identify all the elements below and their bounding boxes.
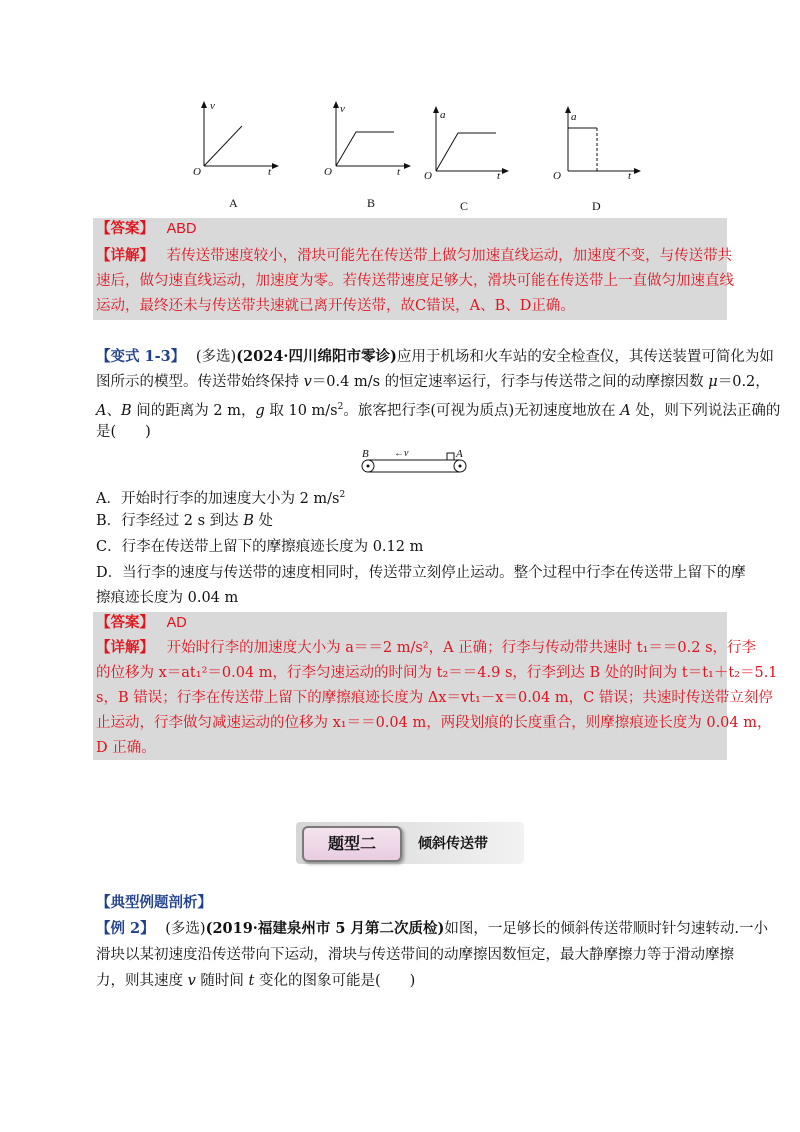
answer-2-line	[96, 612, 187, 634]
question-1-3-var-v: v	[303, 374, 312, 390]
answer-1-tag: 【答案】	[96, 220, 154, 237]
question-1-3-line-3	[96, 396, 780, 422]
option-b-text-1: B．行李经过 2 s 到达	[96, 513, 244, 529]
question-1-3-text-3e: 处，则下列说法正确的	[630, 402, 781, 419]
section-title: 倾斜传送带	[418, 836, 488, 852]
graph-d-x-label: t	[628, 170, 632, 182]
graph-b-x-label: t	[397, 166, 401, 178]
example-line-1	[96, 918, 768, 940]
question-1-3-text-3a: 、	[106, 402, 121, 419]
question-1-3-var-a2: A	[620, 402, 631, 419]
question-1-3-text-3c: 取 10 m/s	[264, 402, 338, 419]
graph-a-caption: A	[229, 196, 238, 210]
question-1-3-text-2b: ＝0.4 m/s 的恒定速率运行，行李与传送带之间的动摩擦因数	[311, 374, 709, 390]
graph-c	[424, 105, 514, 190]
graph-c-x-label: t	[497, 170, 501, 182]
example-text-3c: 变化的图象可能是( )	[254, 973, 416, 989]
option-c: C．行李在传送带上留下的摩擦痕迹长度为 0.12 m	[96, 539, 424, 555]
graph-b-caption: B	[367, 196, 376, 210]
example-source: (2019·福建泉州市 5 月第二次质检)	[205, 920, 445, 937]
graph-d-caption: D	[592, 199, 601, 213]
example-tag: 【例 2】	[96, 920, 155, 937]
graph-d-origin: O	[553, 170, 561, 182]
example-text-3b: 随时间	[195, 973, 249, 989]
example-heading: 【典型例题剖析】	[96, 894, 212, 911]
example-text-1: 如图，一足够长的倾斜传送带顺时针匀速转动.一小	[444, 921, 768, 937]
example-var-t: t	[248, 973, 255, 989]
answer-box-2	[93, 612, 727, 760]
conveyor-velocity-arrow: ←v	[394, 448, 409, 459]
graph-c-caption: C	[460, 199, 469, 213]
question-1-3-tag: 【变式 1-3】	[96, 348, 186, 365]
option-d-line-2: 擦痕迹长度为 0.04 m	[96, 590, 239, 606]
question-1-3-var-a: A	[96, 402, 107, 419]
question-1-3-var-mu: μ	[708, 374, 718, 390]
detail-2-text-1: 开始时行李的加速度大小为 a＝＝2 m/s²，A 正确；行李与传动带共速时 t₁＝＝0.2 s，行李	[166, 640, 757, 656]
conveyor-label-a: A	[456, 448, 463, 460]
question-1-3-var-g: g	[255, 402, 265, 419]
question-1-3-text-2a: 图所示的模型。传送带始终保持	[96, 374, 304, 390]
question-1-3-text-3d: 。旅客把行李(可视为质点)无初速度地放在	[343, 402, 621, 419]
graph-d-y-label: a	[571, 111, 577, 123]
conveyor-label-b: B	[362, 448, 369, 460]
detail-1-text-3: 运动，最终还未与传送带共速就已离开传送带，故C错误，A、B、D正确。	[96, 298, 575, 314]
option-b	[96, 510, 273, 532]
question-1-3-line-2	[96, 371, 770, 393]
answer-1-line	[96, 218, 196, 240]
graph-b-origin: O	[324, 166, 332, 178]
option-b-text-2: 处	[253, 513, 274, 529]
detail-2-text-2: 的位移为 x＝at₁²＝0.04 m，行李匀速运动的时间为 t₂＝＝4.9 s，行李到达 B 处的时间为 t＝t₁＋t₂＝5.1	[96, 665, 778, 681]
graph-c-y-label: a	[440, 109, 446, 121]
answer-2-value: AD	[166, 615, 187, 631]
question-1-3-sup: 2	[337, 402, 344, 412]
graph-a	[190, 100, 280, 185]
detail-2-text-5: D 正确。	[96, 740, 156, 756]
detail-2-tag: 【详解】	[96, 639, 154, 656]
option-d-line-1: D．当行李的速度与传送带的速度相同时，传送带立刻停止运动。整个过程中行李在传送带上留下的摩	[96, 565, 746, 581]
answer-2-tag: 【答案】	[96, 614, 154, 631]
graph-a-x-label: t	[268, 166, 272, 178]
graph-b-y-label: v	[340, 103, 345, 115]
detail-1-text-2: 速后，做匀速直线运动，加速度为零。若传送带速度足够大，滑块可能在传送带上一直做匀加速直线	[96, 273, 734, 289]
question-1-3-var-b: B	[120, 402, 132, 419]
option-a-sup: 2	[339, 490, 346, 500]
question-1-3-text-1: 应用于机场和火车站的安全检查仪，其传送装置可简化为如	[396, 349, 774, 365]
question-1-3-multi: (多选)	[195, 349, 237, 365]
option-a	[96, 484, 345, 510]
question-1-3-text-2c: ＝0.2，	[717, 374, 770, 390]
option-b-var: B	[243, 513, 254, 529]
question-1-3-source: (2024·四川绵阳市零诊)	[236, 348, 397, 365]
question-1-3-text-3b: 间的距离为 2 m，	[131, 402, 256, 419]
question-1-3-line-1	[96, 346, 774, 368]
detail-1-text-1: 若传送带速度较小，滑块可能先在传送带上做匀加速直线运动，加速度不变，与传送带共	[166, 248, 733, 264]
detail-2-text-3: s，B 错误；行李在传送带上留下的摩擦痕迹长度为 Δx＝vt₁－x＝0.04 m，C 错误；共速时传送带立刻停	[96, 690, 773, 706]
graph-c-origin: O	[424, 170, 432, 182]
graph-a-y-label: v	[210, 100, 215, 112]
example-line-3	[96, 970, 415, 992]
answer-1-value: ABD	[166, 221, 197, 237]
detail-1-tag: 【详解】	[96, 247, 154, 264]
example-multi: (多选)	[165, 921, 206, 937]
section-pill: 题型二	[302, 826, 402, 862]
example-var-v: v	[187, 973, 196, 989]
detail-1-line-1	[96, 245, 732, 267]
detail-2-line-1	[96, 637, 756, 659]
example-text-2: 滑块以某初速度沿传送带向下运动，滑块与传送带间的动摩擦因数恒定，最大静摩擦力等于滑动摩擦	[96, 947, 734, 963]
question-1-3-text-4: 是( )	[96, 424, 151, 440]
graph-d	[556, 105, 646, 190]
detail-2-text-4: 止运动，行李做匀减速运动的位移为 x₁＝＝0.04 m，两段划痕的长度重合，则摩擦痕迹长度为 0.04 m，	[96, 715, 772, 731]
example-text-3a: 力，则其速度	[96, 973, 188, 989]
graph-a-origin: O	[193, 166, 201, 178]
option-a-text: A．开始时行李的加速度大小为 2 m/s	[96, 490, 340, 507]
section-header	[296, 822, 524, 864]
